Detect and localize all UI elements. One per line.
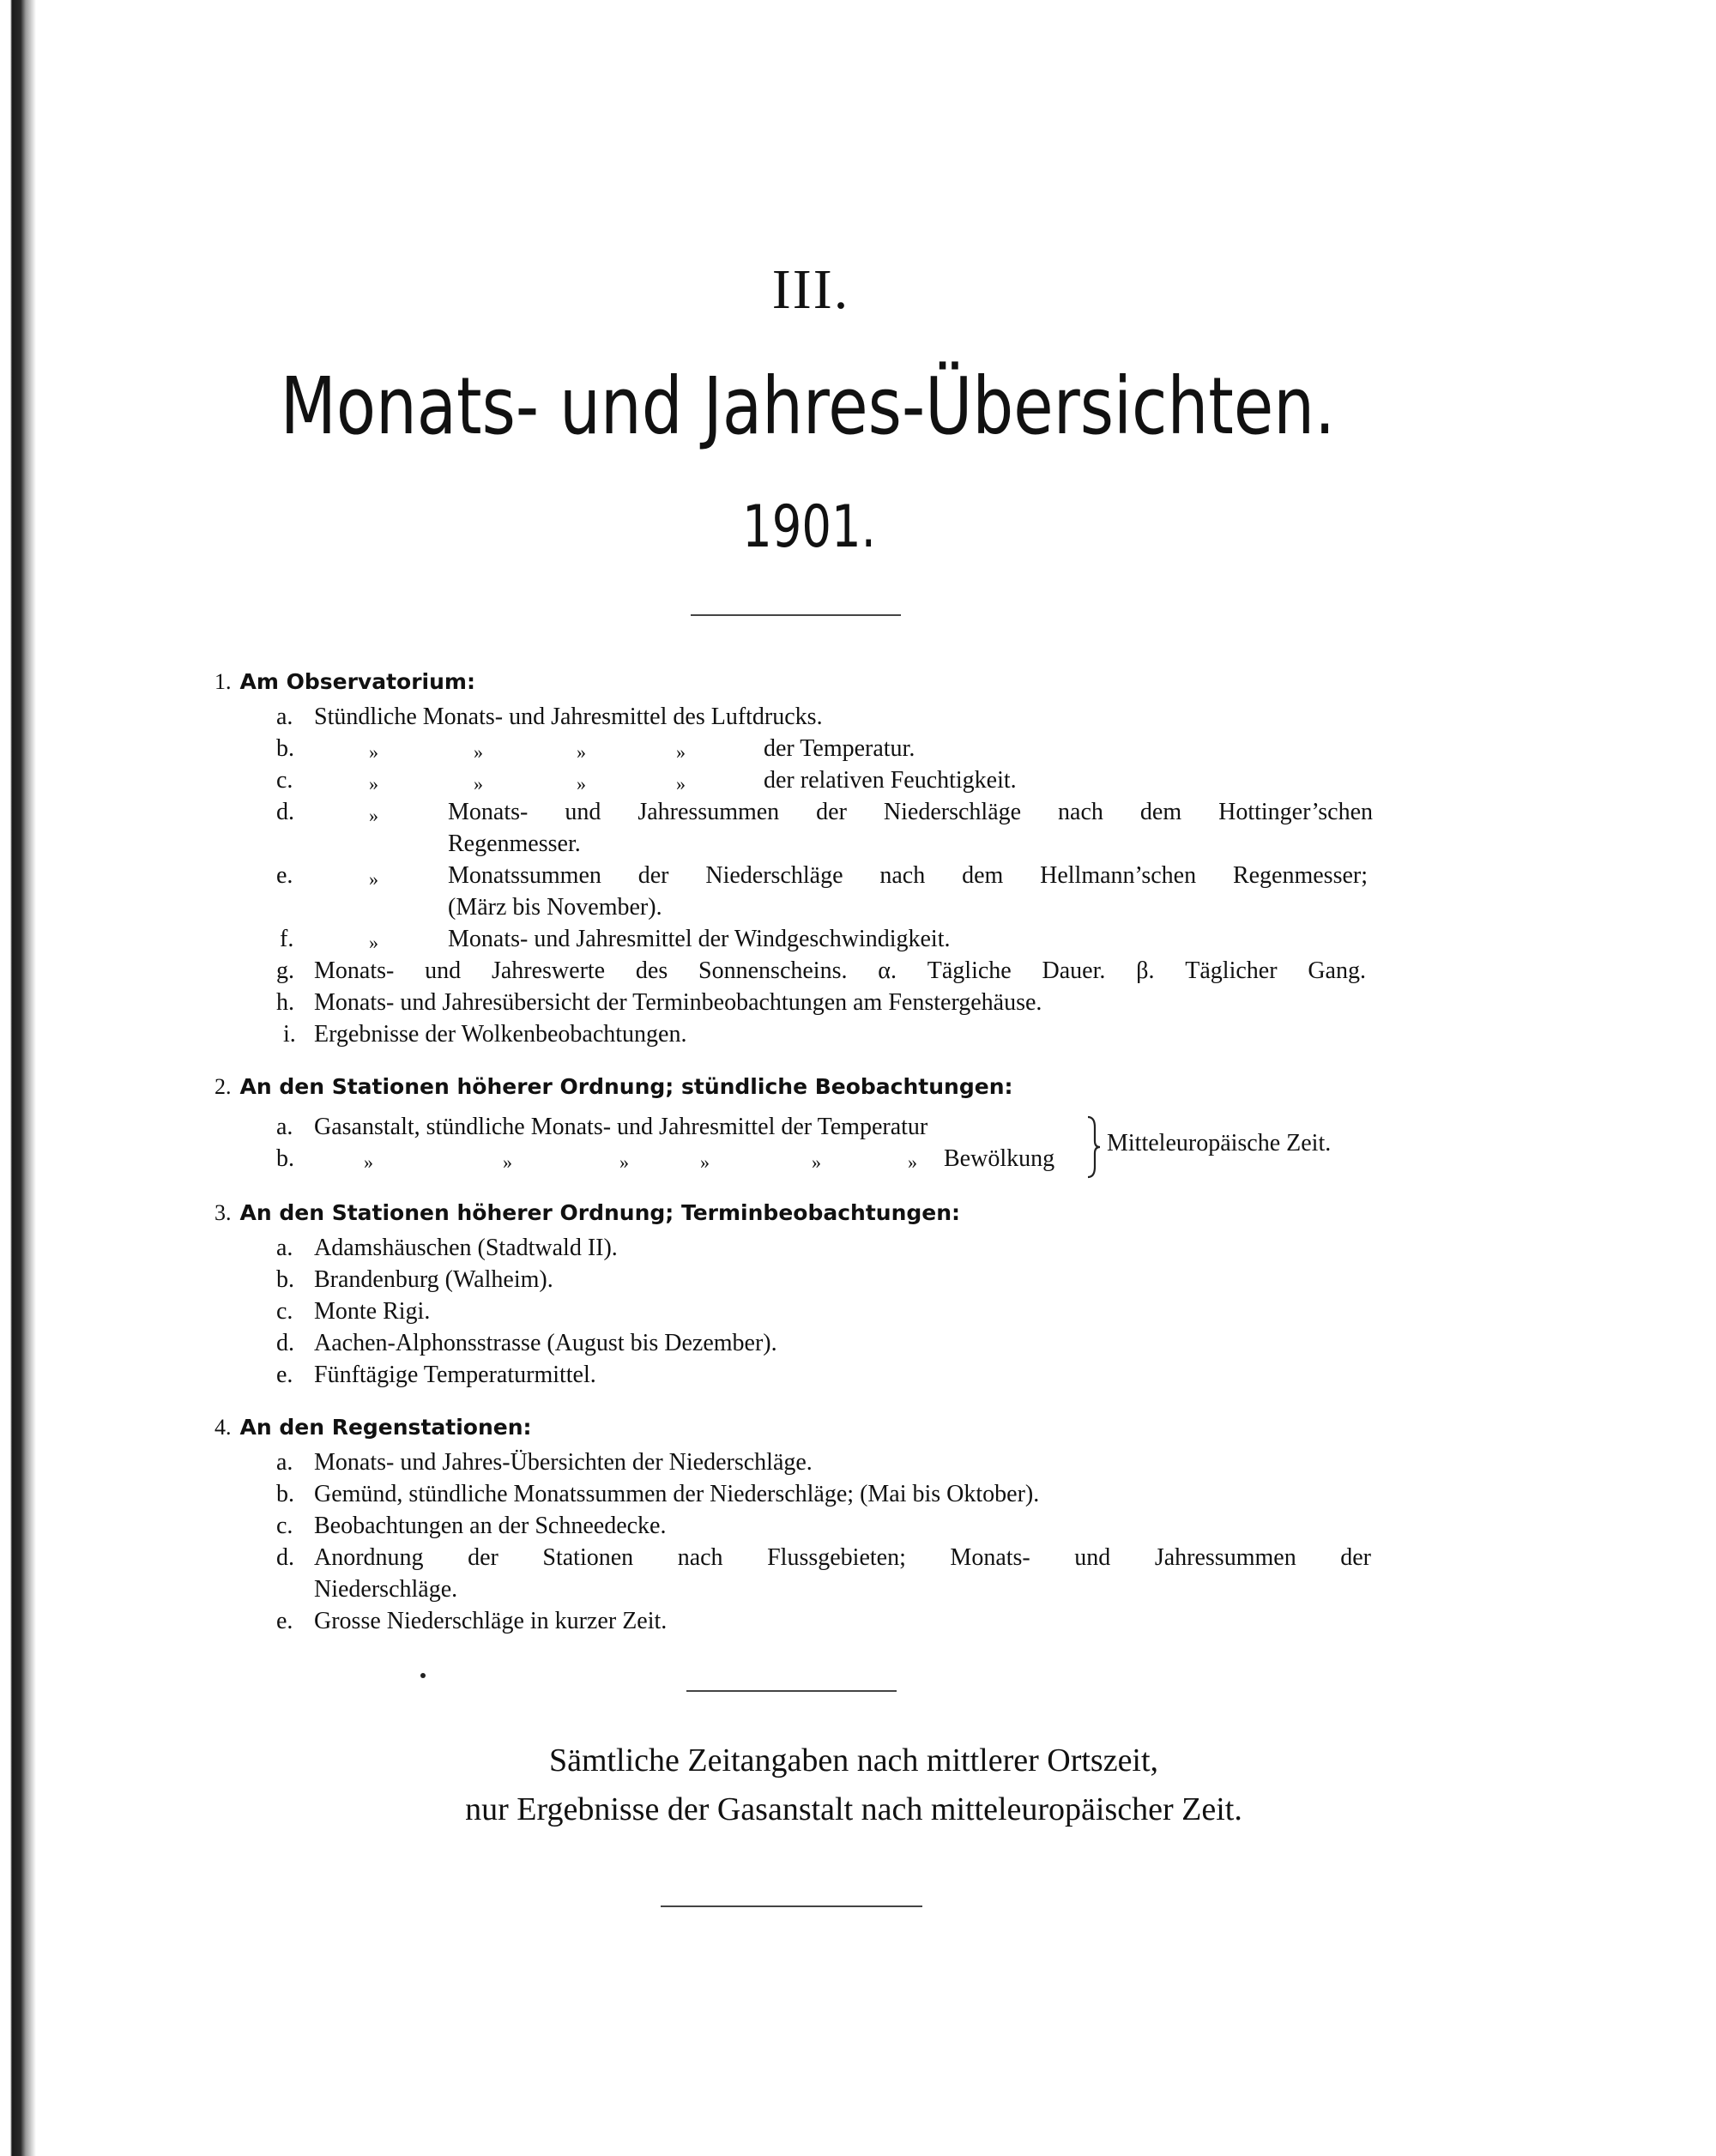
item-text: Gasanstalt, stündliche Monats- und Jahresmittel der Temperatur	[314, 1114, 928, 1140]
item-text: Monats- und Jahresübersicht der Terminbeobachtungen am Fenstergehäuse.	[314, 989, 1042, 1016]
section-1-number: 1.	[214, 669, 232, 694]
ditto-mark: »	[503, 1151, 512, 1173]
ditto-mark: »	[364, 1151, 373, 1173]
page-title: Monats- und Jahres-Übersichten.	[280, 360, 1336, 452]
item-text: Fünftägige Temperaturmittel.	[314, 1362, 596, 1388]
ditto-mark: »	[369, 868, 378, 890]
item-text: Monats- und Jahresmittel der Windgeschwindigkeit.	[448, 926, 951, 952]
ditto-mark: »	[812, 1151, 821, 1173]
footer-line-2: nur Ergebnisse der Gasanstalt nach mitteleuropäischer Zeit.	[465, 1791, 1242, 1827]
item-letter: a.	[276, 704, 293, 730]
section-4-title: An den Regenstationen:	[239, 1415, 532, 1440]
item-letter: d.	[276, 1330, 294, 1356]
item-text: der Temperatur.	[764, 735, 915, 762]
item-letter: a.	[276, 1235, 293, 1261]
ditto-mark: »	[369, 773, 378, 794]
item-letter: h.	[276, 989, 294, 1016]
ditto-mark: »	[577, 741, 586, 763]
section-4-number: 4.	[214, 1415, 232, 1440]
item-text: der relativen Feuchtigkeit.	[764, 767, 1017, 794]
ditto-mark: »	[369, 805, 378, 826]
divider-middle	[686, 1690, 897, 1692]
ditto-mark: »	[369, 932, 378, 953]
item-text: Brandenburg (Walheim).	[314, 1266, 553, 1293]
section-1-heading	[214, 669, 475, 695]
timezone-note: Mitteleuropäische Zeit.	[1107, 1130, 1332, 1157]
section-2-number: 2.	[214, 1074, 232, 1099]
item-text-line-2: Niederschläge.	[314, 1576, 458, 1603]
ditto-mark: »	[369, 741, 378, 763]
ditto-mark: »	[700, 1151, 710, 1173]
item-text: Stündliche Monats- und Jahresmittel des Luftdrucks.	[314, 704, 823, 730]
item-text: Monte Rigi.	[314, 1298, 431, 1325]
item-text: Bewölkung	[944, 1145, 1055, 1172]
item-text: Adamshäuschen (Stadtwald II).	[314, 1235, 618, 1261]
stray-dot	[420, 1673, 426, 1678]
ditto-mark: »	[676, 773, 686, 794]
ditto-mark: »	[474, 773, 483, 794]
divider-bottom	[661, 1905, 922, 1907]
item-letter: c.	[276, 767, 293, 794]
item-letter: b.	[276, 735, 294, 762]
section-1-title: Am Observatorium:	[239, 669, 475, 694]
item-letter: a.	[276, 1449, 293, 1476]
ditto-mark: »	[676, 741, 686, 763]
footer-line-1: Sämtliche Zeitangaben nach mittlerer Ortszeit,	[548, 1742, 1159, 1779]
page-binding-edge	[0, 0, 50, 2156]
part-number: III.	[771, 258, 850, 321]
item-text-line-2: (März bis November).	[448, 894, 662, 921]
ditto-mark: »	[619, 1151, 629, 1173]
section-2-title: An den Stationen höherer Ordnung; stündliche Beobachtungen:	[239, 1074, 1013, 1099]
item-letter: e.	[276, 1608, 293, 1634]
item-text-line-1: Monatssummen der Niederschläge nach dem Hellmann’schen Regenmesser;	[448, 862, 1368, 889]
curly-brace	[1083, 1115, 1102, 1179]
item-letter: d.	[276, 799, 294, 825]
item-letter: d.	[276, 1544, 294, 1571]
item-letter: c.	[276, 1298, 293, 1325]
item-text: Grosse Niederschläge in kurzer Zeit.	[314, 1608, 668, 1634]
item-letter: b.	[276, 1145, 294, 1172]
item-letter: e.	[276, 862, 293, 889]
section-2-heading	[214, 1074, 1013, 1100]
ditto-mark: »	[474, 741, 483, 763]
item-text-line-1: Anordnung der Stationen nach Flussgebieten; Monats- und Jahressummen der	[314, 1544, 1371, 1571]
section-3-heading	[214, 1200, 960, 1226]
item-letter: a.	[276, 1114, 293, 1140]
item-text-line-2: Regenmesser.	[448, 830, 581, 857]
section-3-title: An den Stationen höherer Ordnung; Terminbeobachtungen:	[239, 1200, 961, 1225]
section-4-heading	[214, 1415, 532, 1440]
item-text: Ergebnisse der Wolkenbeobachtungen.	[314, 1021, 687, 1048]
item-letter: b.	[276, 1481, 294, 1507]
item-letter: i.	[283, 1021, 296, 1048]
item-text: Gemünd, stündliche Monatssummen der Niederschläge; (Mai bis Oktober).	[314, 1481, 1040, 1507]
item-text: Monats- und Jahres-Übersichten der Niederschläge.	[314, 1449, 813, 1476]
item-letter: b.	[276, 1266, 294, 1293]
item-letter: c.	[276, 1513, 293, 1539]
item-letter: e.	[276, 1362, 293, 1388]
item-letter: g.	[276, 957, 294, 984]
item-text: Beobachtungen an der Schneedecke.	[314, 1513, 667, 1539]
item-text: Aachen-Alphonsstrasse (August bis Dezember).	[314, 1330, 777, 1356]
item-text-line-1: Monats- und Jahressummen der Niederschläge nach dem Hottinger’schen	[448, 799, 1373, 825]
section-3-number: 3.	[214, 1200, 232, 1225]
ditto-mark: »	[908, 1151, 917, 1173]
ditto-mark: »	[577, 773, 586, 794]
item-text: Monats- und Jahreswerte des Sonnenscheins. α. Tägliche Dauer. β. Täglicher Gang.	[314, 957, 1366, 984]
year-heading: 1901.	[742, 493, 876, 561]
divider-top	[691, 614, 901, 616]
item-letter: f.	[280, 926, 294, 952]
